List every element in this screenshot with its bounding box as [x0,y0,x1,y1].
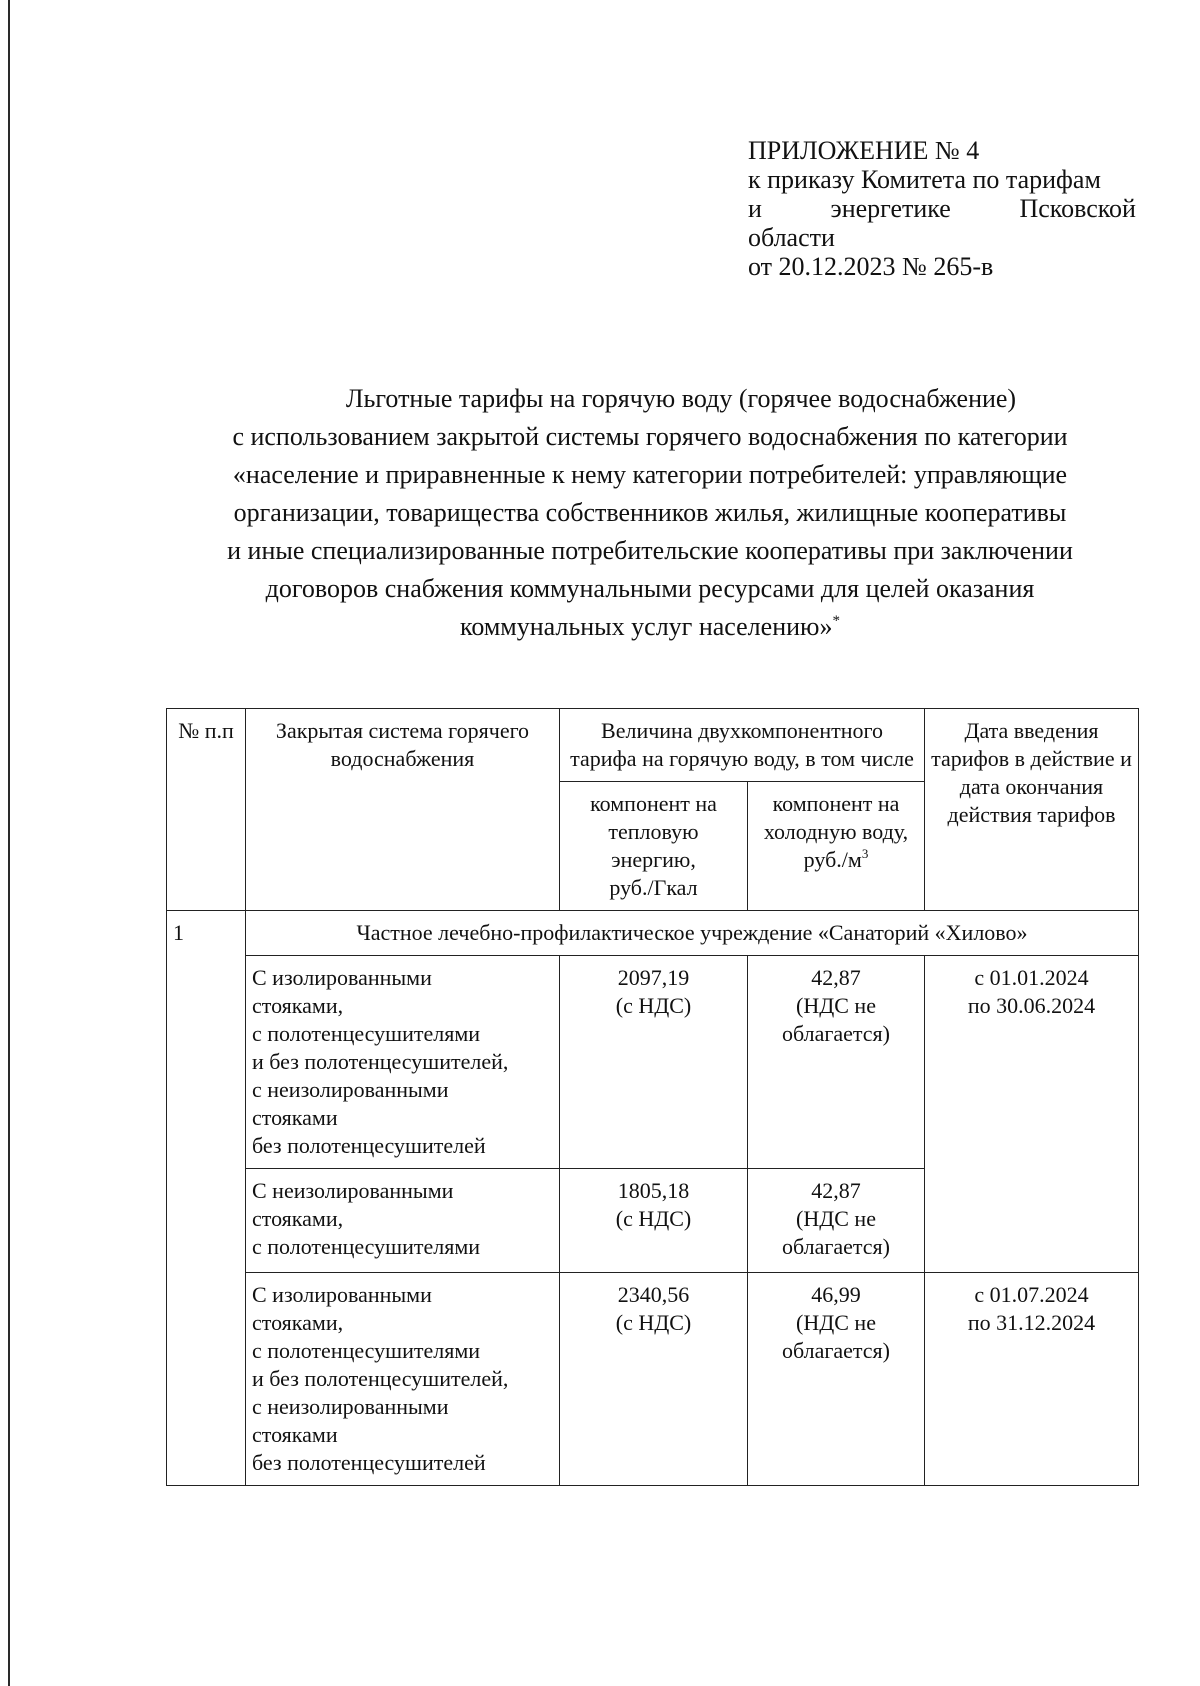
cell-text: облагается) [781,1021,891,1046]
cell-text: 1805,18 [617,1178,690,1203]
table-row [167,956,1139,1169]
cell-text: (НДС не [796,993,876,1018]
annex-line-4: от 20.12.2023 № 265-в [748,252,994,281]
system-cell [246,956,560,1169]
cell-text: 42,87 [811,1178,861,1203]
cell-text: облагается) [781,1234,891,1259]
cold-value-cell [748,956,925,1169]
tariff-table [166,708,1139,1486]
header-unit [754,846,918,874]
header-text: компонент на [772,791,900,816]
cell-text: с 01.07.2024 [974,1282,1089,1307]
cell-text: стояками, [252,993,344,1018]
cell-text: (НДС не [796,1310,876,1335]
cell-text: без полотенцесушителей [252,1133,486,1158]
cell-text: и без полотенцесушителей, [252,1366,509,1391]
header-cold-component [748,782,925,911]
title-line: и иные специализированные потребительские кооперативы при заключении [227,536,1073,565]
heat-value-cell [560,1169,748,1273]
cell-text: по 31.12.2024 [967,1310,1096,1335]
table-group-row [167,911,1139,956]
cell-text: с неизолированными [252,1077,449,1102]
cell-text: стояками [252,1105,338,1130]
header-text: руб./м [803,847,862,872]
cold-value-cell [748,1169,925,1273]
header-text: компонент на [590,791,717,816]
organization-name: Частное лечебно-профилактическое учреждение «Санаторий «Хилово» [246,911,1139,956]
cell-text: С изолированными [252,1282,432,1307]
system-cell [246,1169,560,1273]
cell-text: 2340,56 [617,1282,690,1307]
cell-text: стояками [252,1422,338,1447]
table-row [167,1273,1139,1486]
title-line: «население и приравненные к нему категории потребителей: управляющие [232,460,1068,489]
cell-text: С неизолированными [252,1178,454,1203]
header-text: руб./Гкал [609,875,698,900]
cell-text: облагается) [781,1338,891,1363]
cell-text: 46,99 [811,1282,861,1307]
cell-text: с полотенцесушителями [252,1234,481,1259]
annex-line-1: к приказу Комитета по тарифам [748,165,1101,194]
header-heat-component [560,782,748,911]
system-cell [246,1273,560,1486]
heat-value-cell [560,956,748,1169]
cell-text: 2097,19 [617,965,690,990]
header-text: холодную воду, [763,819,909,844]
title-line-last [150,608,1150,646]
heat-value-cell [560,1273,748,1486]
title-line: Льготные тарифы на горячую воду (горячее водоснабжение) [345,384,1017,413]
table-header-row [167,709,1139,782]
annex-word: энергетике [830,194,951,223]
scan-edge-line [8,0,10,1686]
document-title [150,380,1150,646]
cell-text: с полотенцесушителями [252,1021,481,1046]
cell-text: с полотенцесушителями [252,1338,481,1363]
cold-value-cell [748,1273,925,1486]
title-line: организации, товарищества собственников жилья, жилищные кооперативы [233,498,1067,527]
annex-word: Псковской [1019,194,1136,223]
cell-text: стояками, [252,1206,344,1231]
cell-text: (с НДС) [615,1206,692,1231]
title-line: с использованием закрытой системы горячего водоснабжения по категории [232,422,1068,451]
annex-word: и [748,194,762,223]
cell-text: С изолированными [252,965,432,990]
header-tariff-group: Величина двухкомпонентного тарифа на горячую воду, в том числе [560,709,925,782]
annex-title: ПРИЛОЖЕНИЕ № 4 [748,136,980,165]
cell-text: с неизолированными [252,1394,449,1419]
title-line: договоров снабжения коммунальными ресурсами для целей оказания [265,574,1035,603]
row-number: 1 [167,911,246,1486]
header-dates: Дата введения тарифов в действие и дата окончания действия тарифов [925,709,1139,911]
cell-text: (с НДС) [615,993,692,1018]
cell-text: стояками, [252,1310,344,1335]
cell-text: (НДС не [796,1206,876,1231]
annex-line-3: области [748,223,835,252]
header-system: Закрытая система горячего водоснабжения [246,709,560,911]
annex-header [748,136,1136,281]
cell-text: без полотенцесушителей [252,1450,486,1475]
footnote-mark: * [832,613,840,629]
unit-power: 3 [861,846,869,861]
cell-text: с 01.01.2024 [974,965,1089,990]
annex-line-2 [748,194,1136,223]
cell-text: (с НДС) [615,1310,692,1335]
period-cell [925,1273,1139,1486]
header-text: энергию, [611,847,696,872]
title-line-text: коммунальных услуг населению» [460,612,833,641]
header-text: тепловую [608,819,699,844]
header-number: № п.п [167,709,246,911]
cell-text: по 30.06.2024 [967,993,1096,1018]
cell-text: 42,87 [811,965,861,990]
period-cell [925,956,1139,1273]
cell-text: и без полотенцесушителей, [252,1049,509,1074]
